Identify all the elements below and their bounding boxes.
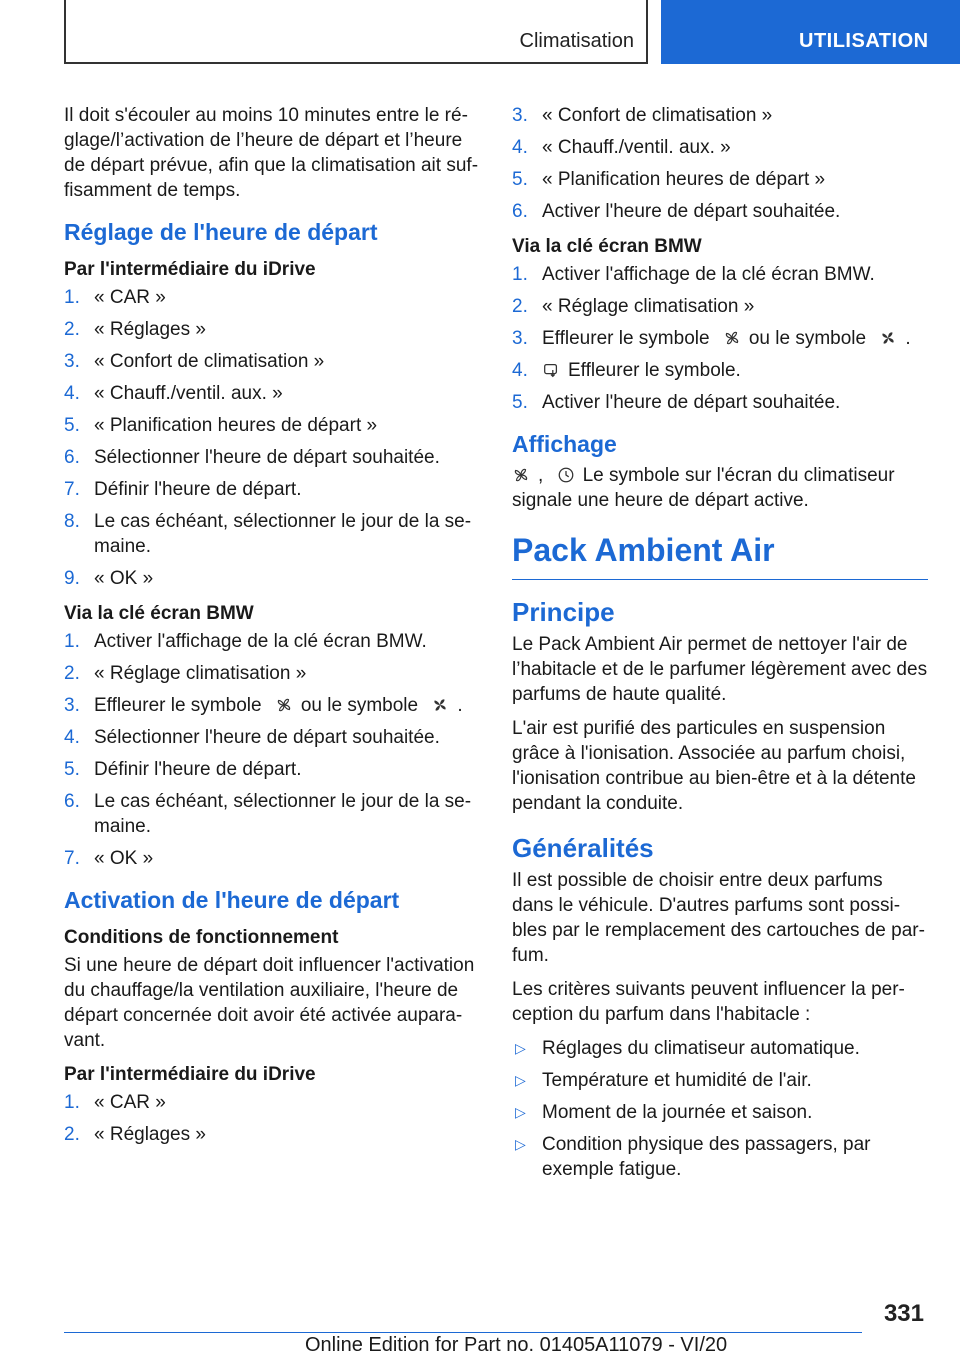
list-item: 3. « Confort de climatisation » [512,105,773,126]
list-item: 3. Effleurer le symbole ou le symbole . [512,328,911,349]
subheading-cle: Via la clé écran BMW [64,603,254,624]
list-item: ▷ Réglages du climatiseur automatique. [515,1038,860,1059]
page-number: 331 [883,1300,924,1327]
heading-affichage: Affichage [512,431,617,457]
footer-divider [64,1332,862,1333]
subheading-cle-right: Via la clé écran BMW [512,236,702,257]
list-item: 7. Définir l'heure de départ. [64,479,302,500]
heading-activation: Activation de l'heure de départ [64,887,400,913]
list-item: ▷ Moment de la journée et saison. [515,1102,813,1123]
affichage-paragraph: , Le symbole sur l'écran du climatiseur signale une heure de départ active. [512,465,895,511]
fan-icon [723,329,741,347]
principe-paragraph-2: L'air est purifié des particules en suspension grâce à l'ionisation. Associée au parfum choisi, l'ionisation contribue au bien-être et à la détente pendant la conduite. [512,718,916,814]
list-cle-right [512,262,928,415]
triangle-bullet-icon: ▷ [515,1040,526,1056]
heading-reglage: Réglage de l'heure de départ [64,219,378,245]
list-continued [512,103,928,224]
subheading-conditions: Conditions de fonctionnement [64,927,339,948]
fan-icon [512,466,530,484]
footer-edition: Online Edition for Part no. 01405A11079 - VI/20 [305,1334,728,1356]
list-item: 4. « Chauff./ventil. aux. » [64,383,283,404]
list-item: 6. Activer l'heure de départ souhaitée. [512,201,841,222]
list-item: 5. Activer l'heure de départ souhaitée. [512,392,841,413]
list-item: 9. « OK » [64,568,154,589]
list-item: 1. Activer l'affichage de la clé écran BMW. [64,631,427,652]
list-item: 1. Activer l'affichage de la clé écran BMW. [512,264,875,285]
triangle-bullet-icon: ▷ [515,1072,526,1088]
heading-principe: Principe [512,597,615,627]
header-section-box [64,0,648,64]
list-item: 4. Effleurer le symbole. [512,360,741,381]
subheading-idrive: Par l'intermédiaire du iDrive [64,259,316,280]
subheading-idrive2: Par l'intermédiaire du iDrive [64,1064,316,1085]
list-item: 5. « Planification heures de départ » [512,169,826,190]
conditions-paragraph: Si une heure de départ doit influencer l'activation du chauffage/la ventilation auxiliaire, l'heure de départ concernée doit avoir été activée auparavant. [64,955,475,1051]
fan-icon [275,696,293,714]
heading-pack-ambient-air: Pack Ambient Air [512,531,928,580]
list-item: 4. « Chauff./ventil. aux. » [512,137,731,158]
list-item: 3. Effleurer le symbole ou le symbole . [64,695,463,716]
list-item: ▷ Condition physique des passagers, par exemple fatigue. [515,1134,871,1180]
right-column [512,103,928,1192]
fan-bold-icon [879,329,897,347]
list-item: 8. Le cas échéant, sélectionner le jour de la semaine. [64,511,472,557]
header-chapter-title: UTILISATION [799,30,929,52]
list-item: 1. « CAR » [64,1092,166,1113]
principe-paragraph-1: Le Pack Ambient Air permet de nettoyer l'air de l’habitacle et de le parfumer légèrement avec des parfums de haute qualité. [512,634,928,705]
list-item: ▷ Température et humidité de l'air. [515,1070,812,1091]
list-item: 7. « OK » [64,848,154,869]
list-item: 2. « Réglages » [64,1124,206,1145]
list-idrive [64,285,478,591]
generalites-paragraph-2: Les critères suivants peuvent influencer la perception du parfum dans l'habitacle : [512,979,905,1025]
list-item: 2. « Réglages » [64,319,206,340]
heading-generalites: Généralités [512,833,654,863]
left-column [64,103,478,1157]
bullet-list [512,1036,928,1182]
fan-bold-icon [431,696,449,714]
header-chapter-tab [661,0,960,64]
header-section-title: Climatisation [519,30,634,52]
list-item: 3. « Confort de climatisation » [64,351,325,372]
list-idrive2 [64,1090,478,1147]
phone-touch-icon [542,361,560,379]
list-item: 5. « Planification heures de départ » [64,415,378,436]
triangle-bullet-icon: ▷ [515,1136,526,1152]
list-item: 2. « Réglage climatisation » [512,296,755,317]
list-item: 5. Définir l'heure de départ. [64,759,302,780]
intro-paragraph: Il doit s'écouler au moins 10 minutes entre le réglage/l’activation de l’heure de départ et l’heure de départ prévue, afin que la climatisation ait suffisamment de temps. [64,105,479,201]
triangle-bullet-icon: ▷ [515,1104,526,1120]
list-cle [64,629,478,871]
list-item: 1. « CAR » [64,287,166,308]
list-item: 6. Sélectionner l'heure de départ souhaitée. [64,447,440,468]
clock-icon [557,466,575,484]
list-item: 6. Le cas échéant, sélectionner le jour de la semaine. [64,791,472,837]
generalites-paragraph-1: Il est possible de choisir entre deux parfums dans le véhicule. D'autres parfums sont possibles par le remplacement des cartouches de parfum. [512,870,925,966]
list-item: 4. Sélectionner l'heure de départ souhaitée. [64,727,440,748]
list-item: 2. « Réglage climatisation » [64,663,307,684]
